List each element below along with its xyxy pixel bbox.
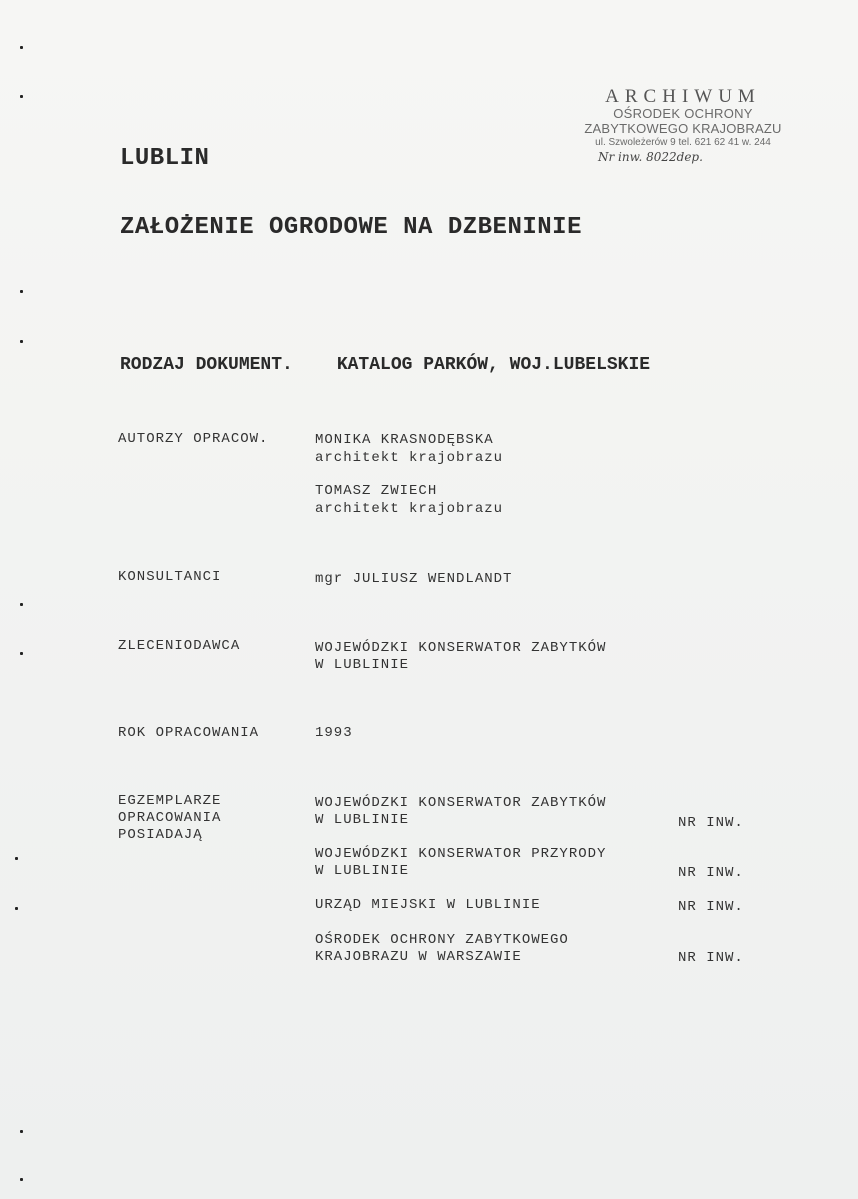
- holder-line-2: W LUBLINIE: [315, 812, 410, 828]
- stamp-line-4: ul. Szwoleżerów 9 tel. 621 62 41 w. 244: [595, 137, 771, 148]
- holder-line-1: WOJEWÓDZKI KONSERWATOR ZABYTKÓW: [315, 795, 607, 811]
- city-heading: LUBLIN: [120, 145, 210, 172]
- holder-nr-inw: NR INW.: [678, 815, 744, 831]
- author-name: MONIKA KRASNODĘBSKA: [315, 432, 494, 448]
- holder-line-1: WOJEWÓDZKI KONSERWATOR PRZYRODY: [315, 846, 607, 862]
- holder-nr-inw: NR INW.: [678, 950, 744, 966]
- punch-mark: [20, 652, 23, 655]
- authors-label: AUTORZY OPRACOW.: [118, 431, 269, 447]
- punch-mark: [20, 1130, 23, 1133]
- document-title: ZAŁOŻENIE OGRODOWE NA DZBENINIE: [120, 214, 582, 241]
- year-value: 1993: [315, 725, 353, 741]
- author-role: architekt krajobrazu: [315, 450, 504, 466]
- commissioner-line-1: WOJEWÓDZKI KONSERWATOR ZABYTKÓW: [315, 640, 607, 656]
- author-role: architekt krajobrazu: [315, 501, 504, 517]
- punch-mark: [20, 603, 23, 606]
- punch-mark: [20, 46, 23, 49]
- punch-mark: [15, 907, 18, 910]
- year-label: ROK OPRACOWANIA: [118, 725, 260, 741]
- doc-type-row: [120, 355, 650, 375]
- punch-mark: [20, 340, 23, 343]
- author-name: TOMASZ ZWIECH: [315, 483, 438, 499]
- copies-label-line: POSIADAJĄ: [118, 827, 203, 843]
- copies-label-line: EGZEMPLARZE: [118, 793, 222, 809]
- consultants-label: KONSULTANCI: [118, 569, 222, 585]
- holder-line-2: W LUBLINIE: [315, 863, 410, 879]
- holder-nr-inw: NR INW.: [678, 865, 744, 881]
- copies-label-line: OPRACOWANIA: [118, 810, 222, 826]
- archive-stamp: [578, 86, 788, 164]
- punch-mark: [20, 290, 23, 293]
- punch-mark: [20, 95, 23, 98]
- punch-mark: [20, 1178, 23, 1181]
- stamp-line-3: ZABYTKOWEGO KRAJOBRAZU: [584, 121, 782, 136]
- consultants-value: mgr JULIUSZ WENDLANDT: [315, 571, 513, 587]
- holder-line-1: OŚRODEK OCHRONY ZABYTKOWEGO: [315, 932, 569, 948]
- commissioner-label: ZLECENIODAWCA: [118, 638, 241, 654]
- stamp-handwritten-note: Nr inw. 8022dep.: [598, 150, 703, 164]
- holder-line-1: URZĄD MIEJSKI W LUBLINIE: [315, 897, 541, 913]
- stamp-line-1: ARCHIWUM: [605, 86, 761, 107]
- doc-type-label: RODZAJ DOKUMENT.: [120, 355, 293, 375]
- commissioner-line-2: W LUBLINIE: [315, 657, 410, 673]
- punch-mark: [15, 857, 18, 860]
- doc-type-value: KATALOG PARKÓW, WOJ.LUBELSKIE: [336, 355, 651, 375]
- holder-line-2: KRAJOBRAZU W WARSZAWIE: [315, 949, 522, 965]
- stamp-line-2: OŚRODEK OCHRONY: [613, 106, 753, 121]
- holder-nr-inw: NR INW.: [678, 899, 744, 915]
